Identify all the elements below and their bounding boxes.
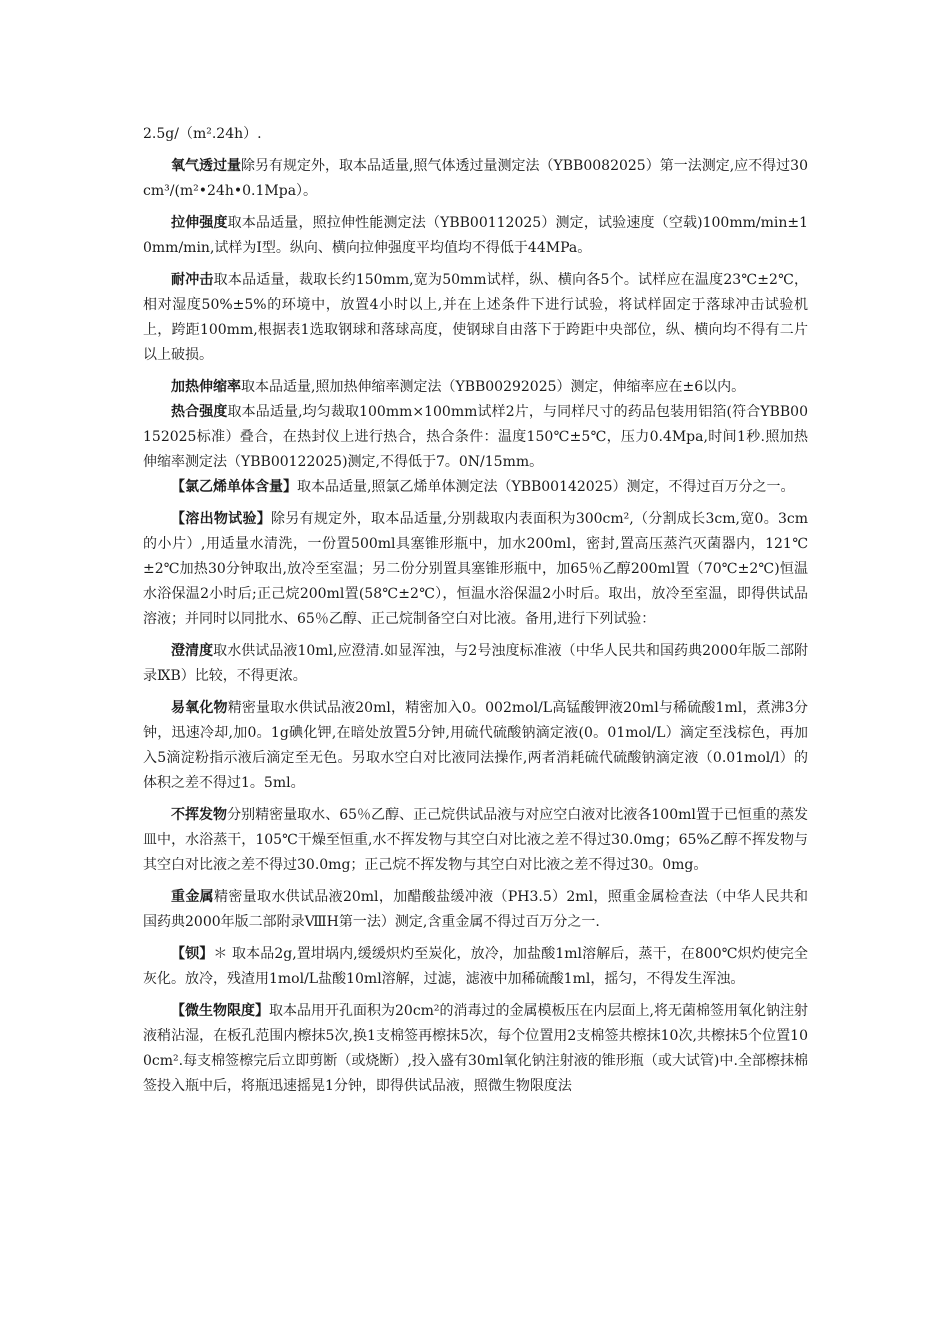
paragraph-label: 【钡】 (171, 946, 214, 962)
paragraph-label: 氧气透过量 (171, 158, 242, 174)
paragraph-text: 取本品适量，照拉伸性能测定法（YBB00112025）测定，试验速度（空载)100mm/min±10mm/min,试样为Ⅰ型。纵向、横向拉伸强度平均值均不得低于44MPa。 (143, 215, 808, 256)
paragraph-text: 除另有规定外，取本品适量,照气体透过量测定法（YBB0082025）第一法测定,应不得过30cm³/(m²•24h•0.1Mpa）。 (143, 158, 808, 199)
paragraph-label: 热合强度 (171, 404, 228, 420)
paragraph-text: 取本品适量,照加热伸缩率测定法（YBB00292025）测定，伸缩率应在±6以内。 (241, 379, 746, 395)
paragraph-nonvolatile-matter (143, 803, 808, 878)
paragraph-text: 精密量取水供试品液20ml，加醋酸盐缓冲液（PH3.5）2ml，照重金属检查法（中华人民共和国药典2000年版二部附录ⅧH第一法）测定,含重金属不得过百万分之一. (143, 889, 809, 930)
paragraph-impact-resistance (143, 268, 808, 368)
paragraph-label: 加热伸缩率 (171, 379, 241, 395)
paragraph-vinyl-chloride (143, 475, 808, 500)
paragraph-label: 不挥发物 (171, 807, 228, 823)
paragraph-text: 分别精密量取水、65％乙醇、正己烷供试品液与对应空白液对比液各100ml置于已恒重的蒸发皿中，水浴蒸干，105℃干燥至恒重,水不挥发物与其空白对比液之差不得过30.0mg；65%乙醇不挥发物与其空白对比液之差不得过30.0mg；正己烷不挥发物与其空白对比液之差不得过30。0mg。 (143, 807, 809, 873)
paragraph-text: 取水供试品液10ml,应澄清.如显浑浊，与2号浊度标准液（中华人民共和国药典2000年版二部附录ⅨB）比较，不得更浓。 (143, 643, 809, 684)
paragraph-text: 取本品用开孔面积为20cm²的消毒过的金属模板压在内层面上,将无菌棉签用氧化钠注射液稍沾湿，在板孔范围内檫抹5次,换1支棉签再檫抹5次，每个位置用2支棉签共檫抹10次,共檫抹5个位置100cm².每支棉签檫完后立即剪断（或烧断）,投入盛有30ml氧化钠注射液的锥形瓶（或大试管)中.全部檫抹棉签投入瓶中后，将瓶迅速摇晃1分钟，即得供试品液，照微生物限度法 (143, 1003, 808, 1094)
paragraph-clarity (143, 639, 808, 689)
paragraph-heat-seal-strength (143, 400, 808, 475)
paragraph-tensile-strength (143, 211, 808, 261)
paragraph-label: 澄清度 (171, 643, 214, 659)
paragraph-text: 取本品适量,照氯乙烯单体测定法（YBB00142025）测定，不得过百万分之一。 (297, 479, 795, 495)
paragraph-oxygen-permeability (143, 154, 808, 204)
paragraph-text: 精密量取水供试品液20ml，精密加入0。002mol/L高锰酸钾液20ml与稀硫酸1ml，煮沸3分钟，迅速冷却,加0。1g碘化钾,在暗处放置5分钟,用硫代硫酸钠滴定液(0。01mol/L）滴定至浅棕色，再加入5滴淀粉指示液后滴定至无色。另取水空白对比液同法操作,两者消耗硫代硫酸钠滴定液（0.01mol/l）的体积之差不得过1。5ml。 (143, 700, 808, 791)
paragraph-microbial-limit (143, 999, 808, 1099)
paragraph-heat-shrinkage (143, 375, 808, 400)
paragraph-continuation (143, 122, 808, 147)
paragraph-text: 除另有规定外，取本品适量,分别裁取内表面积为300cm²,（分割成长3cm,宽0。3cm的小片）,用适量水清洗，一份置500ml具塞锥形瓶中，加水200ml，密封,置高压蒸汽灭菌器内，121℃±2℃加热30分钟取出,放冷至室温；另二份分别置具塞锥形瓶中，加65％乙醇200ml置（70℃±2℃)恒温水浴保温2小时后;正己烷200ml置(58℃±2℃），恒温水浴保温2小时后。取出，放冷至室温，即得供试品溶液；并同时以同批水、65％乙醇、正己烷制备空白对比液。备用,进行下列试验： (143, 511, 809, 627)
paragraph-heavy-metals (143, 885, 808, 935)
paragraph-text: 取本品适量，裁取长约150mm,宽为50mm试样，纵、横向各5个。试样应在温度23℃±2℃，相对湿度50%±5%的环境中，放置4小时以上,并在上述条件下进行试验，将试样固定于落球冲击试验机上，跨距100mm,根据表1选取钢球和落球高度，使钢球自由落下于跨距中央部位，纵、横向均不得有二片以上破损。 (143, 272, 808, 363)
paragraph-label: 重金属 (171, 889, 214, 905)
paragraph-text: 2.5g/（m².24h）. (143, 126, 262, 142)
paragraph-label: 易氧化物 (171, 700, 228, 716)
paragraph-label: 【氯乙烯单体含量】 (171, 479, 297, 495)
document-page (143, 122, 808, 1106)
paragraph-extractables-test (143, 507, 808, 632)
paragraph-oxidizable-substances (143, 696, 808, 796)
paragraph-label: 【微生物限度】 (171, 1003, 269, 1019)
paragraph-label: 拉伸强度 (171, 215, 228, 231)
paragraph-barium (143, 942, 808, 992)
paragraph-text: ＊ 取本品2g,置坩埚内,缓缓炽灼至炭化，放冷，加盐酸1ml溶解后，蒸干，在800℃炽灼使完全灰化。放冷，残渣用1mol/L盐酸10ml溶解，过滤，滤液中加稀硫酸1ml，摇匀，不得发生浑浊。 (143, 946, 809, 987)
paragraph-text: 取本品适量,均匀裁取100mm×100mm试样2片，与同样尺寸的药品包装用铝箔(符合YBB00152025标准）叠合，在热封仪上进行热合，热合条件：温度150℃±5℃，压力0.4Mpa,时间1秒.照加热伸缩率测定法（YBB00122025)测定,不得低于7。0N/15mm。 (143, 404, 809, 470)
paragraph-label: 耐冲击 (171, 272, 214, 288)
paragraph-label: 【溶出物试验】 (171, 511, 272, 527)
